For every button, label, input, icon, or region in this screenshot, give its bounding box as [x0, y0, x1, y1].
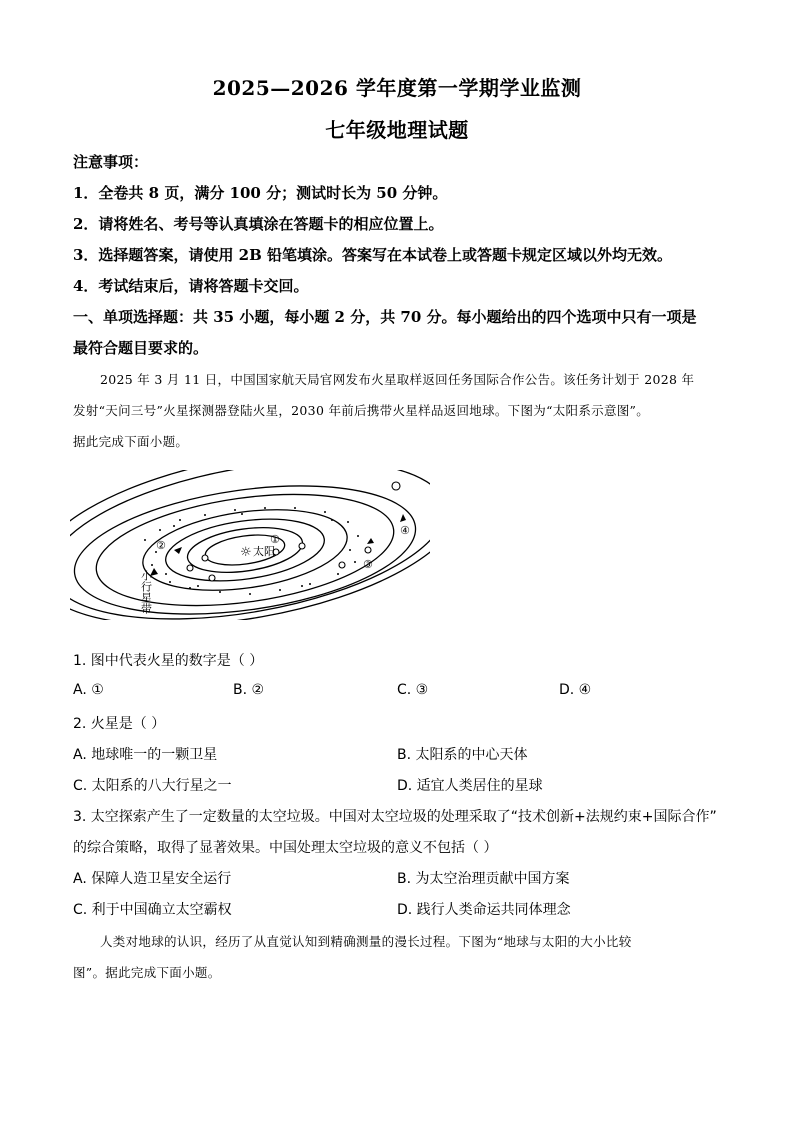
marker-3: ③	[363, 558, 373, 571]
question-1-stem: 1. 图中代表火星的数字是（ ）	[73, 653, 264, 669]
passage-1-line: 据此完成下面小题。	[73, 434, 189, 449]
notes-heading: 注意事项：	[73, 153, 149, 171]
q2-option-a[interactable]: A. 地球唯一的一颗卫星	[73, 747, 218, 763]
q3-option-b[interactable]: B. 为太空治理贡献中国方案	[397, 871, 570, 887]
q1-option-a[interactable]: A. ①	[73, 682, 104, 698]
section-heading: 一、单项选择题：共 35 小题，每小题 2 分，共 70 分。每小题给出的四个选项中只有一项是	[73, 308, 697, 326]
section-heading-cont: 最符合题目要求的。	[73, 339, 209, 357]
marker-2: ②	[156, 539, 166, 552]
q3-option-d[interactable]: D. 践行人类命运共同体理念	[397, 902, 571, 918]
q2-option-b[interactable]: B. 太阳系的中心天体	[397, 747, 528, 763]
passage-2-line: 图”。据此完成下面小题。	[73, 965, 221, 980]
q1-option-b[interactable]: B. ②	[233, 682, 265, 698]
q3-option-c[interactable]: C. 利于中国确立太空霸权	[73, 902, 232, 918]
exam-subtitle: 七年级地理试题	[325, 118, 469, 142]
q2-option-d[interactable]: D. 适宜人类居住的星球	[397, 778, 543, 794]
solar-system-diagram	[70, 470, 430, 620]
q3-option-a[interactable]: A. 保障人造卫星安全运行	[73, 871, 232, 887]
passage-2-line: 人类对地球的认识，经历了从直觉认知到精确测量的漫长过程。下图为“地球与太阳的大小比较	[100, 934, 632, 949]
passage-1-line: 2025 年 3 月 11 日，中国国家航天局官网发布火星取样返回任务国际合作公告。该任务计划于 2028 年	[100, 372, 695, 387]
marker-4: ④	[400, 524, 410, 537]
exam-title: 2025—2026 学年度第一学期学业监测	[212, 76, 582, 100]
asteroid-belt-label: 小行星带	[139, 570, 153, 614]
q2-option-c[interactable]: C. 太阳系的八大行星之一	[73, 778, 232, 794]
q1-option-d[interactable]: D. ④	[559, 682, 592, 698]
question-3-stem: 3. 太空探索产生了一定数量的太空垃圾。中国对太空垃圾的处理采取了“技术创新+法规约束+国际合作”	[73, 809, 717, 825]
question-3-stem-cont: 的综合策略，取得了显著效果。中国处理太空垃圾的意义不包括（ ）	[73, 840, 498, 856]
sun-label: 太阳	[253, 545, 275, 558]
note-item: 4．考试结束后，请将答题卡交回。	[73, 277, 309, 295]
note-item: 1．全卷共 8 页，满分 100 分；测试时长为 50 分钟。	[73, 184, 448, 202]
marker-1: ①	[270, 533, 280, 546]
note-item: 2．请将姓名、考号等认真填涂在答题卡的相应位置上。	[73, 215, 444, 233]
question-2-stem: 2. 火星是（ ）	[73, 716, 166, 732]
q1-option-c[interactable]: C. ③	[397, 682, 429, 698]
note-item: 3．选择题答案，请使用 2B 铅笔填涂。答案写在本试卷上或答题卡规定区域以外均无效。	[73, 246, 673, 264]
sun-icon: ☼	[240, 545, 252, 560]
passage-1-line: 发射“天问三号”火星探测器登陆火星，2030 年前后携带火星样品返回地球。下图为“太阳系示意图”。	[73, 403, 650, 418]
